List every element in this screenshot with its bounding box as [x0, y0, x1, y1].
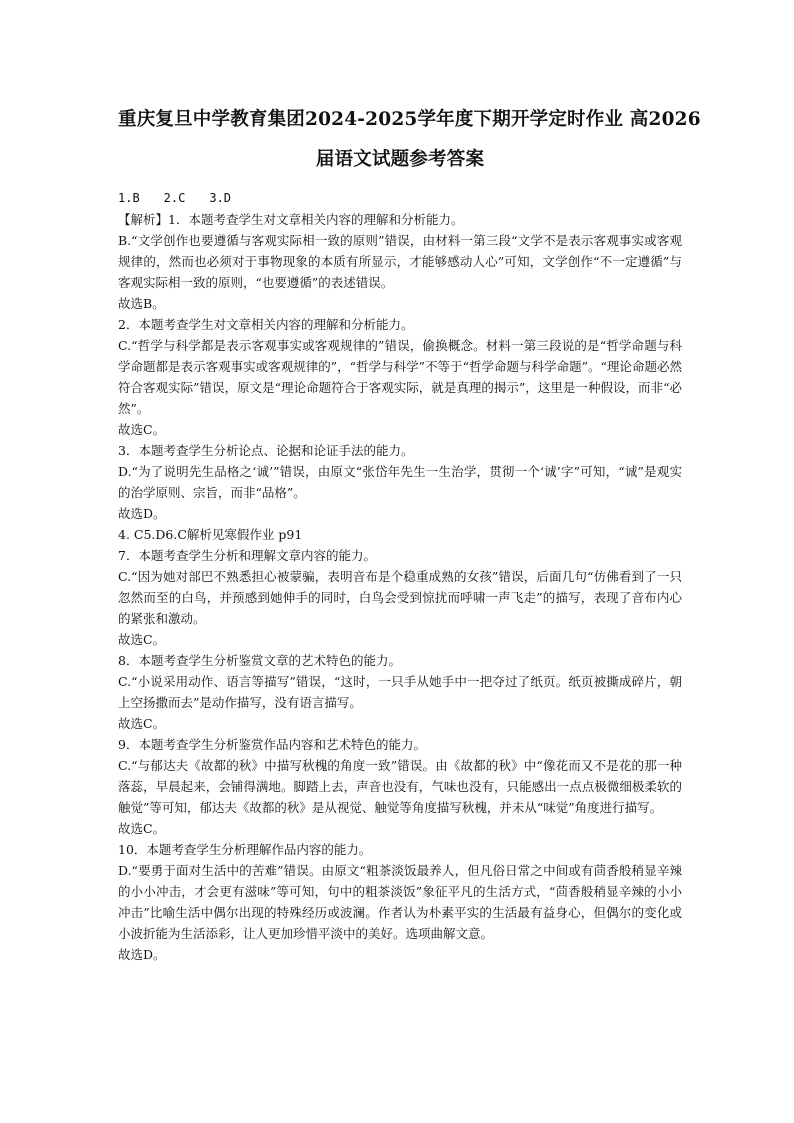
analysis-line: C.“与郁达夫《故都的秋》中描写秋槐的角度一致”错误。由《故都的秋》中“像花而又不是花的那一种落蕊，早晨起来，会铺得满地。脚踏上去，声音也没有，气味也没有，只能感出一点点极微细极柔软的触觉”等可知，郁达夫《故都的秋》是从视觉、触觉等角度描写秋槐，并未从“味觉”角度进行描写。 [118, 758, 682, 815]
analysis-line: 8．本题考查学生分析鉴赏文章的艺术特色的能力。 [118, 653, 401, 668]
analysis-line: 故选B。 [118, 296, 165, 311]
analysis-line: 故选C。 [118, 716, 166, 731]
analysis-line: D.“为了说明先生品格之‘诚’”错误，由原文“张岱年先生一生治学，贯彻一个‘诚’字”可知，“诚”是观实的治学原则、宗旨，而非“品格”。 [118, 464, 682, 500]
analysis-line: 2．本题考查学生对文章相关内容的理解和分析能力。 [118, 317, 414, 332]
analysis-line: 4. C5.D6.C解析见寒假作业 p91 [118, 527, 303, 542]
answer-key-line: 1.B 2.C 3.D [118, 191, 232, 205]
document-title [118, 100, 701, 180]
analysis-line: 【解析】1．本题考查学生对文章相关内容的理解和分析能力。 [118, 212, 464, 227]
analysis-line: D.“要勇于面对生活中的苦难”错误。由原文“粗茶淡饭最养人，但凡俗日常之中间或有茴香般稍显辛辣的小小冲击，才会更有滋味”等可知，句中的粗茶淡饭”象征平凡的生活方式，“茴香般稍显辛辣的小小冲击”比喻生活中偶尔出现的特殊经历或波澜。作者认为朴素平实的生活最有益身心，但偶尔的变化或小波折能为生活添彩，让人更加珍惜平淡中的美好。选项曲解文意。 [118, 863, 682, 941]
analysis-line: C.“小说采用动作、语言等描写”错误，“这时，一只手从她手中一把夺过了纸页。纸页被撕成碎片，朝上空扬撒而去”是动作描写，没有语言描写。 [118, 674, 682, 710]
title-line-2: 届语文试题参考答案 [315, 149, 485, 170]
analysis-line: C.“哲学与科学都是表示客观事实或客观规律的”错误，偷换概念。材料一第三段说的是“哲学命题与科学命题都是表示客观事实或客观规律的”，“哲学与科学”不等于“哲学命题与科学命题”。“理论命题必然符合客观实际”错误，原文是“理论命题符合于客观实际，就是真理的揭示”，这里是一种假设，而非“必然”。 [118, 338, 682, 416]
analysis-line: 故选C。 [118, 422, 166, 437]
analysis-line: C.“因为她对部巴不熟悉担心被蒙骗，表明音布是个稳重成熟的女孩”错误，后面几句“仿佛看到了一只忽然而至的白鸟，并预感到她伸手的同时，白鸟会受到惊扰而呼啸一声飞走”的描写，表现了音布内心的紧张和激动。 [118, 569, 682, 626]
analysis-body [118, 209, 682, 965]
analysis-line: 故选D。 [118, 506, 166, 521]
analysis-line: 7．本题考查学生分析和理解文章内容的能力。 [118, 548, 376, 563]
title-line-1: 重庆复旦中学教育集团2024-2025学年度下期开学定时作业 高2026 [118, 109, 701, 130]
analysis-line: 9．本题考查学生分析鉴赏作品内容和艺术特色的能力。 [118, 737, 426, 752]
analysis-line: 故选D。 [118, 947, 166, 962]
analysis-line: B.“文学创作也要遵循与客观实际相一致的原则”错误，由材料一第三段“文学不是表示客观事实或客观规律的，然而也必须对于事物现象的本质有所显示，才能够感动人心”可知，文学创作“不一定遵循”与客观实际相一致的原则，“也要遵循”的表述错误。 [118, 233, 682, 290]
analysis-line: 3．本题考查学生分析论点、论据和论证手法的能力。 [118, 443, 414, 458]
analysis-line: 10．本题考查学生分析理解作品内容的能力。 [118, 842, 372, 857]
analysis-line: 故选C。 [118, 632, 166, 647]
analysis-line: 故选C。 [118, 821, 166, 836]
